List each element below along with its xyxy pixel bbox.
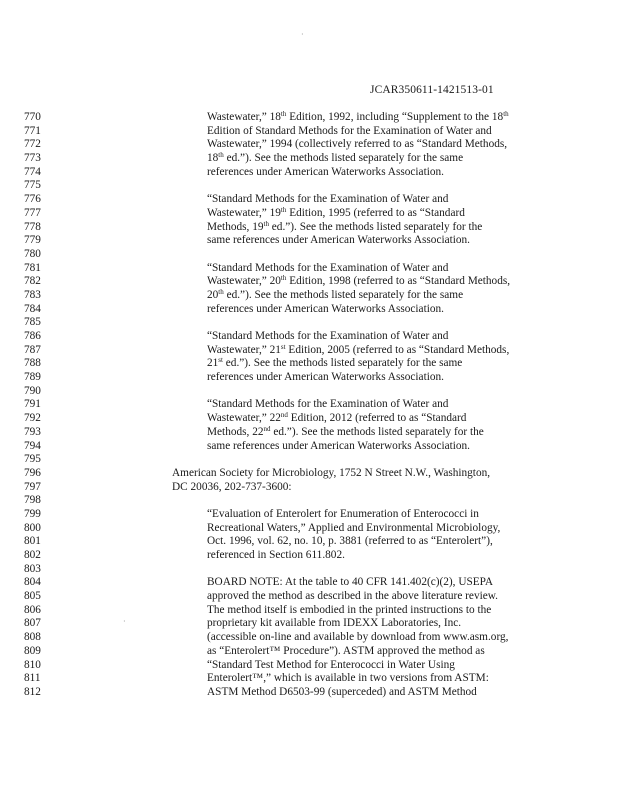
line-text <box>172 481 292 495</box>
line-text <box>207 111 509 125</box>
superscript: th <box>280 205 287 214</box>
text-line <box>0 234 618 248</box>
text-segment: Edition, 2005 (referred to as “Standard Methods, <box>285 343 510 356</box>
line-number: 783 <box>24 288 41 301</box>
line-number: 794 <box>24 439 41 452</box>
line-number: 779 <box>24 234 41 247</box>
text-line <box>0 125 618 139</box>
line-number: 791 <box>24 398 41 411</box>
text-line <box>0 494 618 508</box>
line-text <box>207 631 508 645</box>
line-number: 782 <box>24 275 41 288</box>
text-line <box>0 138 618 152</box>
text-segment: Methods, 22 <box>207 425 264 438</box>
text-segment: referenced in Section 611.802. <box>207 549 345 561</box>
text-segment: Wastewater,” 18 <box>207 111 281 123</box>
line-text <box>207 344 509 358</box>
text-segment: BOARD NOTE: At the table to 40 CFR 141.402(c)(2), USEPA <box>207 576 494 589</box>
text-segment: Wastewater,” 20 <box>207 275 281 288</box>
line-number: 797 <box>24 480 41 493</box>
superscript: nd <box>263 424 271 433</box>
line-text <box>207 289 463 303</box>
text-line <box>0 535 618 549</box>
line-text <box>207 262 448 276</box>
text-segment: ed.”). See the methods listed separately for the same <box>222 357 463 370</box>
text-segment: Oct. 1996, vol. 62, no. 10, p. 3881 (referred to as “Enterolert”), <box>207 535 493 548</box>
line-text <box>172 467 490 481</box>
text-line <box>0 508 618 522</box>
text-line <box>0 179 618 193</box>
superscript: st <box>280 342 286 351</box>
text-line <box>0 631 618 645</box>
text-line <box>0 659 618 673</box>
text-segment: “Standard Methods for the Examination of Water and <box>207 193 449 206</box>
line-number: 785 <box>24 316 41 329</box>
text-line <box>0 617 618 631</box>
text-line <box>0 590 618 604</box>
text-line <box>0 426 618 440</box>
text-segment: approved the method as described in the above literature review. <box>207 590 498 603</box>
line-number: 786 <box>24 330 41 342</box>
text-segment: references under American Waterworks Association. <box>207 165 444 178</box>
line-number: 811 <box>24 672 41 685</box>
line-text <box>207 535 493 549</box>
text-line <box>0 275 618 289</box>
line-number: 776 <box>24 193 41 206</box>
line-number: 804 <box>24 576 41 589</box>
line-text <box>207 617 461 631</box>
line-text <box>207 125 492 139</box>
line-number: 771 <box>24 124 41 137</box>
line-number: 775 <box>24 179 41 192</box>
text-line <box>0 453 618 467</box>
line-number: 774 <box>24 165 41 178</box>
text-segment: references under American Waterworks Association. <box>207 371 444 384</box>
line-text <box>207 152 463 166</box>
line-number: 781 <box>24 261 41 274</box>
line-number: 812 <box>24 685 41 698</box>
text-segment: American Society for Microbiology, 1752 N Street N.W., Washington, <box>172 466 491 479</box>
line-text <box>207 686 477 700</box>
line-number: 800 <box>24 521 41 534</box>
line-number: 798 <box>24 494 41 507</box>
line-number: 784 <box>24 302 41 315</box>
line-text <box>207 234 470 248</box>
line-number: 770 <box>24 111 41 123</box>
scan-speck: · <box>301 30 304 39</box>
text-line <box>0 262 618 276</box>
line-text <box>207 576 493 590</box>
line-number: 808 <box>24 631 41 644</box>
text-line <box>0 522 618 536</box>
line-text <box>207 303 444 317</box>
line-text <box>207 398 448 412</box>
text-segment: Edition of Standard Methods for the Examination of Water and <box>207 124 492 137</box>
numbered-text-lines <box>0 111 618 700</box>
text-segment: ed.”). See the methods listed separately for the same <box>223 288 464 301</box>
line-text <box>207 166 444 180</box>
line-number: 780 <box>24 247 41 260</box>
text-line <box>0 440 618 454</box>
line-number: 806 <box>24 603 41 616</box>
text-segment: Enterolert™,” which is available in two versions from ASTM: <box>207 672 489 685</box>
line-number: 790 <box>24 384 41 397</box>
text-line <box>0 563 618 577</box>
line-number: 793 <box>24 425 41 438</box>
superscript: st <box>218 356 223 365</box>
text-line <box>0 412 618 426</box>
line-text <box>207 138 507 152</box>
text-segment: Methods, 19 <box>207 220 264 233</box>
line-number: 802 <box>24 549 41 561</box>
text-segment: Wastewater,” 19 <box>207 206 281 219</box>
text-segment: “Standard Methods for the Examination of Water and <box>207 261 449 274</box>
text-segment: (accessible on-line and available by download from www.asm.org, <box>207 631 509 644</box>
text-line <box>0 166 618 180</box>
text-segment: “Standard Methods for the Examination of Water and <box>207 330 449 342</box>
line-number: 801 <box>24 535 41 548</box>
line-text <box>207 659 455 673</box>
text-line <box>0 686 618 700</box>
text-line <box>0 672 618 686</box>
superscript: th <box>218 151 224 160</box>
text-line <box>0 371 618 385</box>
text-segment: ed.”). See the methods listed separately for the same <box>223 152 464 165</box>
line-text <box>207 193 448 207</box>
text-segment: as “Enterolert™ Procedure”). ASTM approved the method as <box>207 644 485 657</box>
text-segment: Wastewater,” 21 <box>207 343 281 356</box>
line-text <box>207 522 500 536</box>
line-text <box>207 357 462 371</box>
text-segment: “Standard Methods for the Examination of Water and <box>207 398 449 411</box>
superscript: nd <box>280 411 288 420</box>
line-text <box>207 440 470 454</box>
text-line <box>0 398 618 412</box>
line-number: 773 <box>24 152 41 165</box>
text-segment: 20 <box>207 288 219 301</box>
line-text <box>207 645 485 659</box>
text-line <box>0 385 618 399</box>
text-line <box>0 344 618 358</box>
text-segment: ed.”). See the methods listed separately for the <box>268 220 483 233</box>
line-number: 789 <box>24 371 41 384</box>
text-segment: Recreational Waters,” Applied and Environmental Microbiology, <box>207 521 501 534</box>
text-segment: “Evaluation of Enterolert for Enumeration of Enterococci in <box>207 507 479 520</box>
text-segment: same references under American Waterworks Association. <box>207 234 471 247</box>
text-line <box>0 207 618 221</box>
text-line <box>0 576 618 590</box>
text-line <box>0 604 618 618</box>
line-text <box>207 371 444 385</box>
line-number: 772 <box>24 138 41 151</box>
text-segment: references under American Waterworks Association. <box>207 302 444 315</box>
line-number: 795 <box>24 453 41 466</box>
text-line <box>0 248 618 262</box>
line-text <box>207 207 465 221</box>
line-number: 810 <box>24 658 41 671</box>
text-segment: Edition, 2012 (referred to as “Standard <box>287 412 467 425</box>
line-number: 792 <box>24 412 41 425</box>
text-line <box>0 549 618 563</box>
line-number: 807 <box>24 617 41 630</box>
text-line <box>0 111 618 125</box>
superscript: th <box>503 110 509 118</box>
text-line <box>0 152 618 166</box>
line-text <box>207 330 448 344</box>
line-number: 805 <box>24 590 41 603</box>
text-segment: ed.”). See the methods listed separately for the <box>270 425 484 438</box>
line-number: 799 <box>24 507 41 520</box>
document-id-header: JCAR350611-1421513-01 <box>370 84 494 96</box>
text-line <box>0 221 618 235</box>
superscript: th <box>280 274 287 283</box>
line-number: 796 <box>24 466 41 479</box>
line-text <box>207 426 484 440</box>
text-segment: 18 <box>207 152 219 165</box>
line-text <box>207 604 491 618</box>
text-line <box>0 289 618 303</box>
text-line <box>0 481 618 495</box>
superscript: th <box>218 287 224 296</box>
text-line <box>0 645 618 659</box>
text-line <box>0 330 618 344</box>
text-segment: 21 <box>207 357 219 370</box>
superscript: th <box>280 110 287 118</box>
text-line <box>0 357 618 371</box>
text-segment: same references under American Waterworks Association. <box>207 439 471 452</box>
text-segment: The method itself is embodied in the printed instructions to the <box>207 603 492 616</box>
text-line <box>0 467 618 481</box>
text-segment: DC 20036, 202-737-3600: <box>172 480 292 493</box>
line-number: 777 <box>24 206 41 219</box>
line-text <box>207 549 345 563</box>
line-text <box>207 508 479 522</box>
text-line <box>0 316 618 330</box>
text-segment: Edition, 1998 (referred to as “Standard Methods, <box>286 275 511 288</box>
text-line <box>0 303 618 317</box>
line-number: 778 <box>24 220 41 233</box>
text-segment: ASTM Method D6503-99 (superceded) and ASTM Method <box>207 685 477 698</box>
line-text <box>207 590 498 604</box>
line-text <box>207 221 482 235</box>
text-segment: proprietary kit available from IDEXX Laboratories, Inc. <box>207 617 462 630</box>
line-text <box>207 672 489 686</box>
text-segment: Edition, 1992, including “Supplement to the 18 <box>286 111 504 123</box>
text-segment: Wastewater,” 22 <box>207 412 281 425</box>
text-line <box>0 193 618 207</box>
line-number: 803 <box>24 562 41 575</box>
scan-speck: · <box>123 617 126 626</box>
line-text <box>207 275 510 289</box>
line-number: 787 <box>24 343 41 356</box>
text-segment: Edition, 1995 (referred to as “Standard <box>286 206 465 219</box>
line-number: 788 <box>24 357 41 370</box>
text-segment: “Standard Test Method for Enterococci in Water Using <box>207 658 455 671</box>
text-segment: Wastewater,” 1994 (collectively referred to as “Standard Methods, <box>207 138 508 151</box>
line-text <box>207 412 466 426</box>
superscript: th <box>263 219 269 228</box>
line-number: 809 <box>24 644 41 657</box>
